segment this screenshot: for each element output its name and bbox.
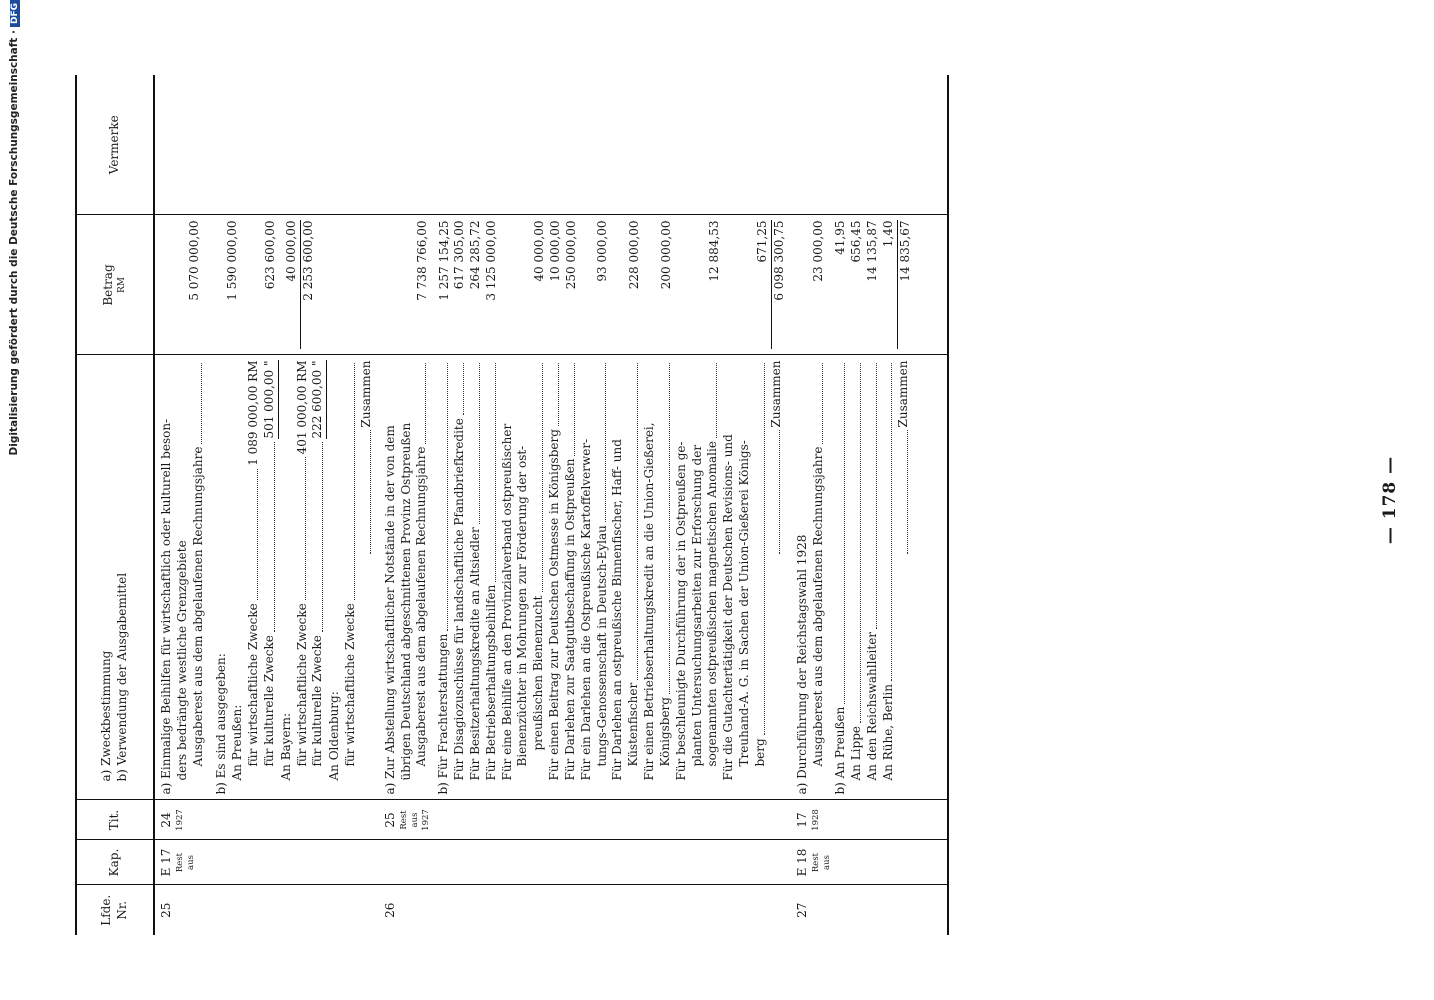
tit-year: 1928 bbox=[811, 809, 822, 831]
b-item-label: Für einen Betriebserhaltungskredit an die Union-Gießerei, bbox=[642, 422, 657, 781]
sub-item-amount: 401 000,00 RM bbox=[294, 360, 309, 455]
b-item bbox=[626, 361, 642, 795]
total-label: Zusammen bbox=[768, 360, 783, 428]
b-item-label: An Lippe bbox=[848, 726, 863, 781]
page-number: — 178 — bbox=[1380, 455, 1400, 545]
b-item-label: berg bbox=[752, 738, 767, 767]
rest-note: Rest aus bbox=[811, 852, 833, 873]
entry-description bbox=[379, 355, 792, 800]
header-betrag-label: Betrag bbox=[101, 264, 116, 306]
desc-line: Ausgaberest aus dem abgelaufenen Rechnungsjahre bbox=[811, 446, 826, 767]
header-tit: Tit. bbox=[76, 800, 154, 840]
b-amount: 200 000,00 bbox=[659, 220, 674, 290]
header-row bbox=[76, 75, 154, 935]
header-desc-b: b) Verwendung der Ausgabemittel bbox=[115, 572, 129, 782]
b-item bbox=[468, 361, 484, 795]
b-item bbox=[484, 361, 500, 795]
b-item bbox=[881, 361, 897, 795]
total-line bbox=[359, 361, 375, 795]
total-label: Zusammen bbox=[358, 360, 373, 428]
b-item-label: Für ein Darlehen an die Ostpreußische Kartoffelverwer- bbox=[578, 438, 593, 781]
entry-vermerke bbox=[154, 75, 379, 215]
b-item-label: b) An Preußen bbox=[833, 706, 848, 795]
entry-betrag bbox=[379, 215, 792, 355]
b-amount: 14 135,87 bbox=[864, 220, 879, 282]
b-item-label: Für beschleunigte Durchführung der in Ostpreußen ge- bbox=[673, 441, 688, 781]
b-amount: 1 257 154,25 bbox=[436, 220, 451, 301]
credit-text: Digitalisierung gefördert durch die Deutsche Forschungsgemeinschaft · bbox=[8, 30, 20, 456]
b-amount: 12 884,53 bbox=[706, 220, 721, 282]
b-amount: 93 000,00 bbox=[595, 220, 610, 282]
sub-item-amount: 501 000,00 " bbox=[262, 361, 279, 439]
entry-tit bbox=[379, 800, 792, 840]
desc-line: b) Es sind ausgegeben: bbox=[214, 653, 229, 795]
group-name: An Oldenburg: bbox=[327, 691, 342, 781]
entry-tit bbox=[154, 800, 379, 840]
amount-a: 23 000,00 bbox=[811, 220, 826, 282]
b-amount: 1,40 bbox=[881, 221, 898, 350]
desc-line: a) Zur Abstellung wirtschaftlicher Notstände in der von dem bbox=[382, 425, 397, 795]
header-betrag-unit: RM bbox=[116, 277, 127, 293]
header-kap: Kap. bbox=[76, 840, 154, 885]
b-item bbox=[452, 361, 468, 795]
entry-row-25 bbox=[154, 75, 379, 935]
desc-leader-line bbox=[191, 361, 207, 795]
group-sum: 1 590 000,00 bbox=[224, 220, 239, 301]
amount-a: 5 070 000,00 bbox=[187, 220, 201, 301]
entry-tit bbox=[791, 800, 948, 840]
header-zweckbestimmung bbox=[76, 355, 154, 800]
b-amount: 228 000,00 bbox=[627, 220, 642, 290]
digitization-credit bbox=[8, 0, 20, 600]
sub-item bbox=[343, 361, 359, 795]
header-betrag bbox=[76, 215, 154, 355]
b-amount: 656,45 bbox=[849, 220, 864, 263]
b-item bbox=[705, 361, 721, 795]
desc-line: Ausgaberest aus dem abgelaufenen Rechnungsjahre bbox=[190, 446, 205, 767]
tit-value: 25 bbox=[382, 812, 397, 828]
header-desc-a: a) Zweckbestimmung bbox=[99, 650, 114, 782]
entry-kap bbox=[379, 840, 792, 885]
b-item-label: planten Untersuchungsarbeiten zur Erforschung der bbox=[689, 444, 704, 767]
entry-vermerke bbox=[379, 75, 792, 215]
b-item-label: Für Darlehen zur Saatgutbeschaffung in Ostpreußen bbox=[562, 458, 577, 781]
tit-value: 24 bbox=[159, 812, 173, 828]
sub-item-amount: 222 600,00 " bbox=[310, 361, 327, 439]
b-item-label: Königsberg bbox=[657, 697, 672, 767]
b-item bbox=[753, 361, 769, 795]
b-item-label: Für die Gutachtertätigkeit der Deutschen Revisions- und bbox=[721, 434, 736, 781]
entry-row-26 bbox=[379, 75, 792, 935]
b-item-label: Für Besitzerhaltungskredite an Altsiedler bbox=[467, 527, 482, 781]
b-amount: 40 000,00 bbox=[531, 220, 546, 282]
b-item bbox=[658, 361, 674, 795]
desc-line: a) Durchführung der Reichstagswahl 1928 bbox=[795, 534, 810, 795]
b-amount: 617 305,00 bbox=[452, 220, 467, 290]
entry-nr: 25 bbox=[159, 902, 173, 918]
b-item-label: Für einen Beitrag zur Deutschen Ostmesse in Königsberg bbox=[547, 429, 562, 781]
sub-item-label: für wirtschaftliche Zwecke bbox=[246, 603, 261, 767]
total-label: Zusammen bbox=[896, 360, 911, 428]
sub-item-label: für kulturelle Zwecke bbox=[261, 635, 276, 767]
sub-item-label: für wirtschaftliche Zwecke bbox=[294, 603, 309, 767]
kap-value: E 17 bbox=[159, 848, 173, 877]
sub-item bbox=[295, 361, 311, 795]
b-item bbox=[563, 361, 579, 795]
total-line bbox=[769, 361, 785, 795]
b-item-label: Bienenzüchter in Mohrungen zur Förderung der ost- bbox=[515, 445, 530, 767]
dfg-logo: DFG bbox=[10, 0, 20, 27]
group-sum: 40 000,00 bbox=[284, 221, 301, 350]
b-item bbox=[849, 361, 865, 795]
b-amount: 250 000,00 bbox=[563, 220, 578, 290]
b-item bbox=[865, 361, 881, 795]
sub-item-label: für kulturelle Zwecke bbox=[310, 635, 325, 767]
rest-note: Rest aus bbox=[174, 852, 197, 873]
entry-betrag bbox=[154, 215, 379, 355]
desc-line: übrigen Deutschland abgeschnittenen Provinz Ostpreußen bbox=[398, 422, 413, 781]
b-item-label: sogenannten ostpreußischen magnetischen Anomalie bbox=[705, 441, 720, 767]
tit-year: 1927 bbox=[174, 809, 185, 831]
entry-kap bbox=[154, 840, 379, 885]
desc-line: a) Einmalige Beihilfen für wirtschaftlich oder kulturell beson- bbox=[159, 418, 173, 795]
entry-nr: 26 bbox=[382, 902, 397, 918]
entry-total: 2 253 600,00 bbox=[301, 220, 316, 301]
sub-item-label: für wirtschaftliche Zwecke bbox=[343, 603, 358, 767]
kap-value: E 18 bbox=[795, 848, 810, 877]
sub-item bbox=[310, 361, 327, 795]
b-item-label: An Rühe, Berlin bbox=[880, 684, 895, 781]
desc-leader-line bbox=[811, 361, 827, 795]
b-item-label: An den Reichswahlleiter bbox=[864, 631, 879, 781]
b-item bbox=[531, 361, 547, 795]
b-amount: 671,25 bbox=[755, 221, 772, 350]
group-sum: 623 600,00 bbox=[262, 220, 277, 290]
b-amount: 41,95 bbox=[833, 220, 848, 255]
group-name: An Preußen: bbox=[230, 704, 245, 781]
b-amount: 10 000,00 bbox=[547, 220, 562, 282]
b-item bbox=[436, 361, 452, 795]
sub-item bbox=[262, 361, 279, 795]
b-item-label: Für Betriebserhaltungsbeihilfen bbox=[483, 584, 498, 781]
header-lfd-nr: Lfde. Nr. bbox=[76, 885, 154, 935]
b-item bbox=[547, 361, 563, 795]
b-item-label: Für Disagiozuschüsse für landschaftliche Pfandbriefkredite bbox=[452, 418, 467, 781]
entry-row-27 bbox=[791, 75, 948, 935]
entry-vermerke bbox=[791, 75, 948, 215]
tit-value: 17 bbox=[795, 812, 810, 828]
b-item-label: Küstenfischer bbox=[626, 682, 641, 767]
desc-line: ders bedrängte westliche Grenzgebiete bbox=[174, 540, 189, 781]
b-item-label: tungs-Genossenschaft in Deutsch-Eylau bbox=[594, 525, 609, 767]
b-item bbox=[595, 361, 611, 795]
b-amount: 264 285,72 bbox=[468, 220, 483, 290]
amount-a: 7 738 766,00 bbox=[414, 220, 429, 301]
b-item-label: preußischen Bienenzucht bbox=[531, 595, 546, 751]
sub-item bbox=[246, 361, 262, 795]
group-name: An Bayern: bbox=[278, 712, 293, 781]
entry-betrag bbox=[791, 215, 948, 355]
entry-description bbox=[154, 355, 379, 800]
entry-nr: 27 bbox=[791, 885, 948, 935]
sub-item-amount: 1 089 000,00 RM bbox=[246, 360, 261, 466]
tit-year: Rest aus 1927 bbox=[398, 809, 432, 831]
b-item-label: b) Für Frachterstattungen bbox=[436, 633, 451, 795]
header-vermerke: Vermerke bbox=[76, 75, 154, 215]
entry-description bbox=[791, 355, 948, 800]
entry-total: 14 835,67 bbox=[897, 220, 912, 282]
b-item-label: Für Darlehen an ostpreußische Binnenfischer, Haff- und bbox=[610, 439, 625, 781]
b-item-label: Treuhand-A. G. in Sachen der Union-Gießerei Königs- bbox=[736, 440, 751, 767]
total-line bbox=[896, 361, 912, 795]
b-item-label: Für eine Beihilfe an den Provinzialverband ostpreußischer bbox=[499, 423, 514, 781]
desc-leader-line bbox=[414, 361, 430, 795]
desc-line: Ausgaberest aus dem abgelaufenen Rechnungsjahre bbox=[414, 446, 429, 767]
entry-total: 6 098 300,75 bbox=[771, 220, 786, 301]
entry-kap bbox=[791, 840, 948, 885]
ledger-table bbox=[75, 75, 949, 935]
b-amount: 3 125 000,00 bbox=[484, 220, 499, 301]
b-item bbox=[833, 361, 849, 795]
